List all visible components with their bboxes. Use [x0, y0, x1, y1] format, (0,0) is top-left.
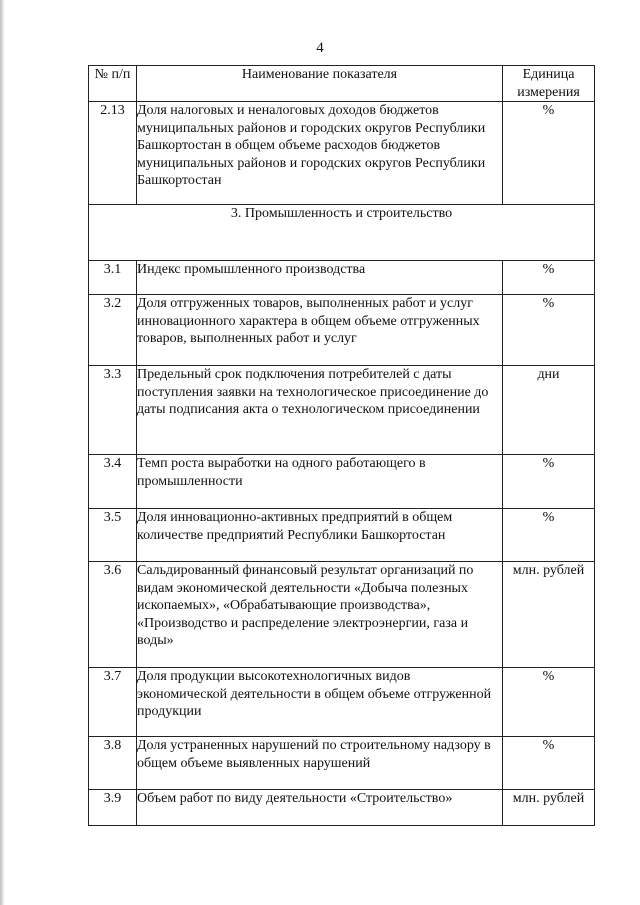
- table-row: [89, 509, 595, 562]
- table-row: [89, 668, 595, 737]
- unit-of-measure: %: [503, 455, 595, 509]
- row-number: 3.5: [89, 509, 137, 562]
- table-row: [89, 455, 595, 509]
- indicator-name: Сальдированный финансовый результат организаций по видам экономической деятельности «Добыча полезных ископаемых», «Обрабатывающие производства», «Производство и распределение электроэнергии, газа и воды»: [137, 562, 503, 668]
- unit-of-measure: %: [503, 509, 595, 562]
- table-row: [89, 366, 595, 455]
- unit-of-measure: %: [503, 261, 595, 295]
- indicator-name: Доля налоговых и неналоговых доходов бюджетов муниципальных районов и городских округов Республики Башкортостан в общем объеме расходов бюджетов муниципальных районов и городских округов Республики Башкортостан: [137, 102, 503, 205]
- row-number: 3.3: [89, 366, 137, 455]
- unit-of-measure: %: [503, 102, 595, 205]
- table-body: [89, 102, 595, 826]
- page-number: 4: [316, 40, 324, 56]
- unit-of-measure: %: [503, 737, 595, 790]
- section-title: 3. Промышленность и строительство: [89, 205, 595, 261]
- indicators-table: [88, 65, 595, 826]
- row-number: 3.4: [89, 455, 137, 509]
- indicator-name: Объем работ по виду деятельности «Строительство»: [137, 790, 503, 826]
- row-number: 3.7: [89, 668, 137, 737]
- table-row: [89, 295, 595, 366]
- table-row: [89, 261, 595, 295]
- indicator-name: Темп роста выработки на одного работающего в промышленности: [137, 455, 503, 509]
- table-row: [89, 790, 595, 826]
- row-number: 3.9: [89, 790, 137, 826]
- indicator-name: Доля отгруженных товаров, выполненных работ и услуг инновационного характера в общем объеме отгруженных товаров, выполненных работ и услуг: [137, 295, 503, 366]
- table-row: [89, 562, 595, 668]
- header-row: [89, 66, 595, 102]
- indicator-name: Предельный срок подключения потребителей с даты поступления заявки на технологическое присоединение до даты подписания акта о технологическом присоединении: [137, 366, 503, 455]
- section-row: [89, 205, 595, 261]
- table-header: [89, 66, 595, 102]
- indicator-name: Доля продукции высокотехнологичных видов экономической деятельности в общем объеме отгруженной продукции: [137, 668, 503, 737]
- row-number: 3.6: [89, 562, 137, 668]
- unit-of-measure: дни: [503, 366, 595, 455]
- row-number: 3.1: [89, 261, 137, 295]
- table-row: [89, 102, 595, 205]
- table-row: [89, 737, 595, 790]
- row-number: 3.2: [89, 295, 137, 366]
- indicator-name: Индекс промышленного производства: [137, 261, 503, 295]
- row-number: 3.8: [89, 737, 137, 790]
- unit-of-measure: %: [503, 668, 595, 737]
- unit-of-measure: %: [503, 295, 595, 366]
- indicator-name: Доля инновационно-активных предприятий в общем количестве предприятий Республики Башкортостан: [137, 509, 503, 562]
- row-number: 2.13: [89, 102, 137, 205]
- unit-of-measure: млн. рублей: [503, 562, 595, 668]
- unit-of-measure: млн. рублей: [503, 790, 595, 826]
- scan-edge: [0, 0, 4, 905]
- indicator-name: Доля устраненных нарушений по строительному надзору в общем объеме выявленных нарушений: [137, 737, 503, 790]
- header-num: № п/п: [89, 66, 137, 102]
- header-unit: Единица измерения: [503, 66, 595, 102]
- header-name: Наименование показателя: [137, 66, 503, 102]
